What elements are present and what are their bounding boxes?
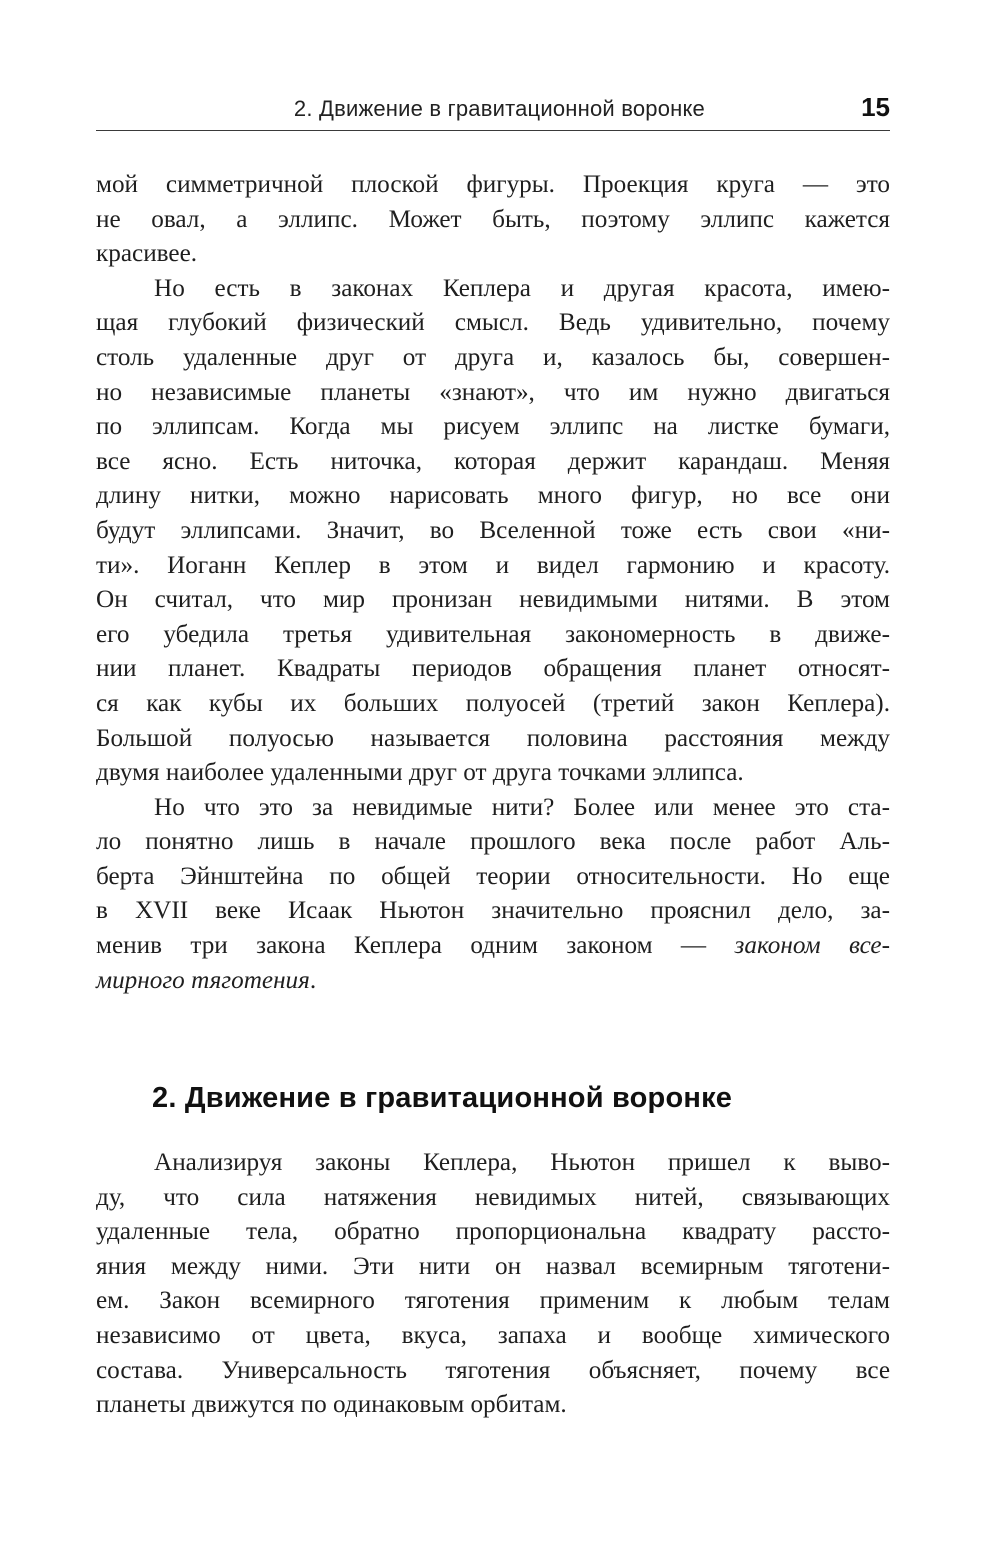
- text-line: по эллипсам. Когда мы рисуем эллипс на листке бумаги,: [96, 413, 890, 441]
- text-line: Анализируя законы Кеплера, Ньютон пришел к выво-: [154, 1149, 890, 1176]
- text-line: берта Эйнштейна по общей теории относительности. Но еще: [96, 862, 890, 890]
- text-line: ло понятно лишь в начале прошлого века после работ Аль-: [96, 828, 890, 856]
- body-text-block-2: [96, 1146, 890, 1423]
- text-line: Он считал, что мир пронизан невидимыми нитями. В этом: [96, 586, 890, 614]
- text-line: ти». Иоганн Кеплер в этом и видел гармонию и красоту.: [96, 551, 890, 579]
- text-line: удаленные тела, обратно пропорциональна квадрату рассто-: [96, 1218, 890, 1246]
- text-line: яния между ними. Эти нити он назвал всемирным тяготени-: [96, 1252, 890, 1280]
- text-line: щая глубокий физический смысл. Ведь удивительно, почему: [96, 309, 890, 337]
- text-line: Но есть в законах Кеплера и другая красота, имею-: [154, 274, 890, 302]
- text-line: столь удаленные друг от друга и, казалось бы, совершен-: [96, 343, 890, 371]
- text-line: его убедила третья удивительная закономерность в движе-: [96, 620, 890, 648]
- text-line: нии планет. Квадраты периодов обращения планет относят-: [96, 655, 890, 683]
- section-heading: 2. Движение в гравитационной воронке: [152, 1082, 733, 1114]
- emphasis-term: законом все-: [734, 932, 890, 960]
- text-line: [96, 929, 890, 964]
- text-line: все ясно. Есть ниточка, которая держит карандаш. Меняя: [96, 447, 890, 475]
- text-line: планеты движутся по одинаковым орбитам.: [96, 1391, 567, 1419]
- text-line-plain: менив три закона Кеплера одним законом —: [96, 932, 735, 960]
- text-line: ду, что сила натяжения невидимых нитей, связывающих: [96, 1183, 890, 1211]
- emphasis-term: мирного тяготения: [96, 966, 310, 994]
- text-line: Но что это за невидимые нити? Более или менее это ста-: [154, 793, 890, 821]
- page-number: 15: [861, 92, 890, 122]
- text-line: ся как кубы их больших полуосей (третий закон Кеплера).: [96, 689, 890, 717]
- text-line: длину нитки, можно нарисовать много фигур, но все они: [96, 482, 890, 510]
- text-line: ем. Закон всемирного тяготения применим к любым телам: [96, 1287, 890, 1315]
- text-line: мой симметричной плоской фигуры. Проекция круга — это: [96, 171, 890, 198]
- text-line: двумя наиболее удаленными друг от друга точками эллипса.: [96, 759, 744, 787]
- text-line: в XVII веке Исаак Ньютон значительно прояснил дело, за-: [96, 897, 890, 925]
- text-line: красивее.: [96, 240, 198, 268]
- text-line: будут эллипсами. Значит, во Вселенной тоже есть свои «ни-: [96, 516, 890, 544]
- text-line: [96, 964, 890, 999]
- text-line: но независимые планеты «знают», что им нужно двигаться: [96, 378, 890, 406]
- page-header: [96, 90, 890, 131]
- text-line-plain: .: [309, 966, 317, 994]
- body-text-block-1: [96, 168, 890, 998]
- text-line: Большой полуосью называется половина расстояния между: [96, 724, 890, 752]
- running-head: 2. Движение в гравитационной воронке: [293, 96, 705, 121]
- text-line: состава. Универсальность тяготения объясняет, почему все: [96, 1356, 890, 1384]
- text-line: не овал, а эллипс. Может быть, поэтому эллипс кажется: [96, 205, 890, 233]
- text-line: независимо от цвета, вкуса, запаха и вообще химического: [96, 1321, 890, 1349]
